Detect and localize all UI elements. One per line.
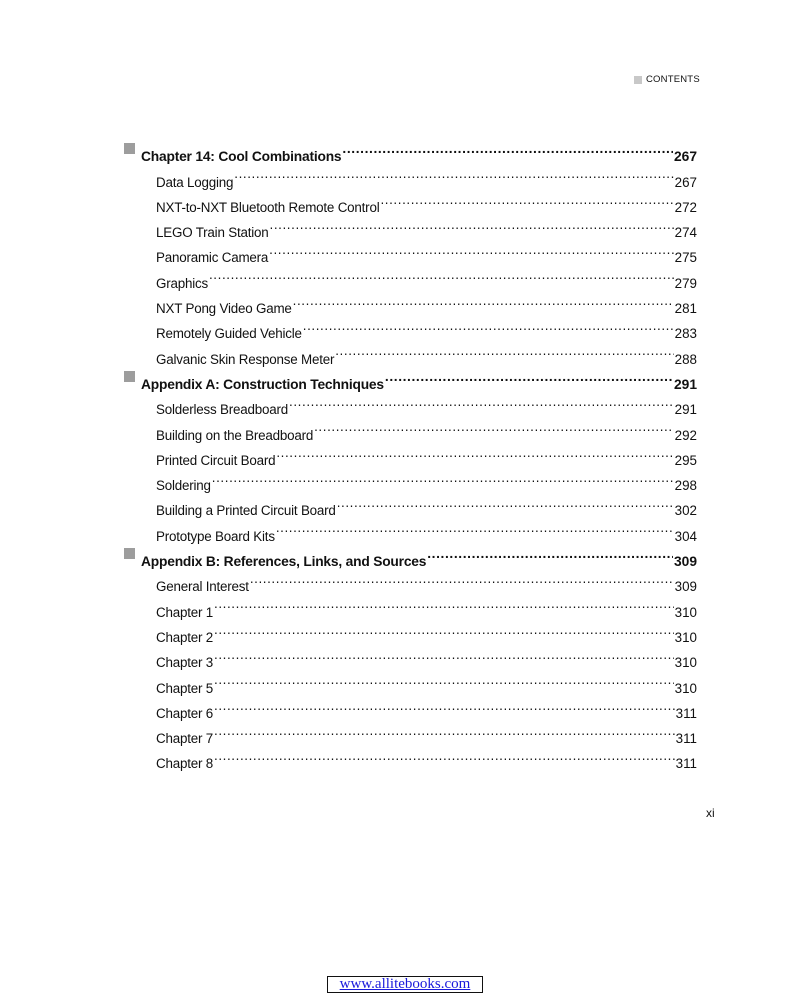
- toc-page-number: 275: [674, 250, 697, 266]
- toc-title: Chapter 7: [156, 731, 214, 747]
- toc-title: Chapter 1: [156, 604, 214, 620]
- toc-title: NXT Pong Video Game: [156, 301, 292, 317]
- toc-title: Chapter 14: Cool Combinations: [141, 149, 342, 165]
- toc-page-number: 291: [673, 376, 697, 392]
- toc-title: Chapter 2: [156, 629, 214, 645]
- toc-page-number: 292: [674, 427, 697, 443]
- toc-page-number: 309: [673, 554, 697, 570]
- dot-leader: [212, 465, 674, 490]
- dot-leader: [214, 642, 674, 667]
- toc-title: Appendix A: Construction Techniques: [141, 376, 384, 392]
- page-number: xi: [706, 806, 715, 820]
- dot-leader: [209, 262, 674, 287]
- toc-title: LEGO Train Station: [156, 225, 269, 241]
- toc-page-number: 302: [674, 503, 697, 519]
- toc-page-number: 310: [674, 629, 697, 645]
- dot-leader: [314, 414, 674, 439]
- toc-page-number: 309: [674, 579, 697, 595]
- dot-leader: [269, 237, 674, 262]
- toc-page-number: 310: [674, 680, 697, 696]
- dot-leader: [276, 515, 674, 540]
- dot-leader: [214, 743, 675, 768]
- dot-leader: [303, 313, 674, 338]
- dot-leader: [385, 364, 673, 389]
- dot-leader: [214, 693, 675, 718]
- toc-page-number: 291: [674, 402, 697, 418]
- dot-leader: [214, 667, 674, 692]
- dot-leader: [289, 389, 674, 414]
- dot-leader: [214, 617, 674, 642]
- toc-title: Chapter 3: [156, 655, 214, 671]
- toc-title: General Interest: [156, 579, 249, 595]
- header-square-icon: [634, 76, 642, 84]
- toc-entry-row[interactable]: [124, 262, 697, 291]
- dot-leader: [250, 566, 674, 591]
- toc-page-number: 281: [674, 301, 697, 317]
- dot-leader: [335, 338, 673, 363]
- dot-leader: [427, 541, 673, 566]
- dot-leader: [214, 718, 675, 743]
- chapter-square-icon: [124, 371, 135, 382]
- toc-title: Graphics: [156, 275, 208, 291]
- toc-page-number: 274: [674, 225, 697, 241]
- toc-page-number: 310: [674, 655, 697, 671]
- toc-title: Printed Circuit Board: [156, 452, 276, 468]
- dot-leader: [337, 490, 674, 515]
- toc-page-number: 267: [674, 174, 697, 190]
- toc-title: NXT-to-NXT Bluetooth Remote Control: [156, 199, 380, 215]
- toc-title: Data Logging: [156, 174, 234, 190]
- toc-title: Building on the Breadboard: [156, 427, 314, 443]
- dot-leader: [214, 591, 674, 616]
- toc-page-number: 279: [674, 275, 697, 291]
- toc-title: Solderless Breadboard: [156, 402, 289, 418]
- toc-title: Soldering: [156, 478, 211, 494]
- toc-title: Prototype Board Kits: [156, 528, 275, 544]
- toc-page-number: 310: [674, 604, 697, 620]
- toc-page-number: 311: [675, 705, 697, 721]
- dot-leader: [276, 440, 673, 465]
- running-header-label: CONTENTS: [646, 74, 700, 85]
- toc-title: Appendix B: References, Links, and Sources: [141, 554, 427, 570]
- chapter-square-icon: [124, 143, 135, 154]
- watermark-link[interactable]: www.allitebooks.com: [327, 976, 483, 993]
- toc-page-number: 288: [674, 351, 697, 367]
- toc-page-number: 298: [674, 478, 697, 494]
- toc-page-number: 311: [675, 731, 697, 747]
- toc-title: Chapter 6: [156, 705, 214, 721]
- dot-leader: [270, 212, 674, 237]
- toc-chapter-row[interactable]: [124, 136, 697, 165]
- toc-entry-row[interactable]: [124, 288, 697, 317]
- dot-leader: [380, 187, 673, 212]
- toc-title: Building a Printed Circuit Board: [156, 503, 336, 519]
- toc-page-number: 283: [674, 326, 697, 342]
- dot-leader: [293, 288, 674, 313]
- dot-leader: [234, 161, 673, 186]
- toc-page-number: 267: [673, 149, 697, 165]
- chapter-square-icon: [124, 548, 135, 559]
- toc-title: Panoramic Camera: [156, 250, 269, 266]
- toc-title: Chapter 5: [156, 680, 214, 696]
- table-of-contents: [124, 136, 697, 772]
- toc-page-number: 295: [674, 452, 697, 468]
- dot-leader: [342, 136, 673, 161]
- toc-title: Galvanic Skin Response Meter: [156, 351, 335, 367]
- toc-page-number: 304: [674, 528, 697, 544]
- toc-title: Remotely Guided Vehicle: [156, 326, 302, 342]
- toc-page-number: 311: [675, 756, 697, 772]
- toc-page-number: 272: [674, 199, 697, 215]
- running-header: [634, 74, 700, 85]
- toc-title: Chapter 8: [156, 756, 214, 772]
